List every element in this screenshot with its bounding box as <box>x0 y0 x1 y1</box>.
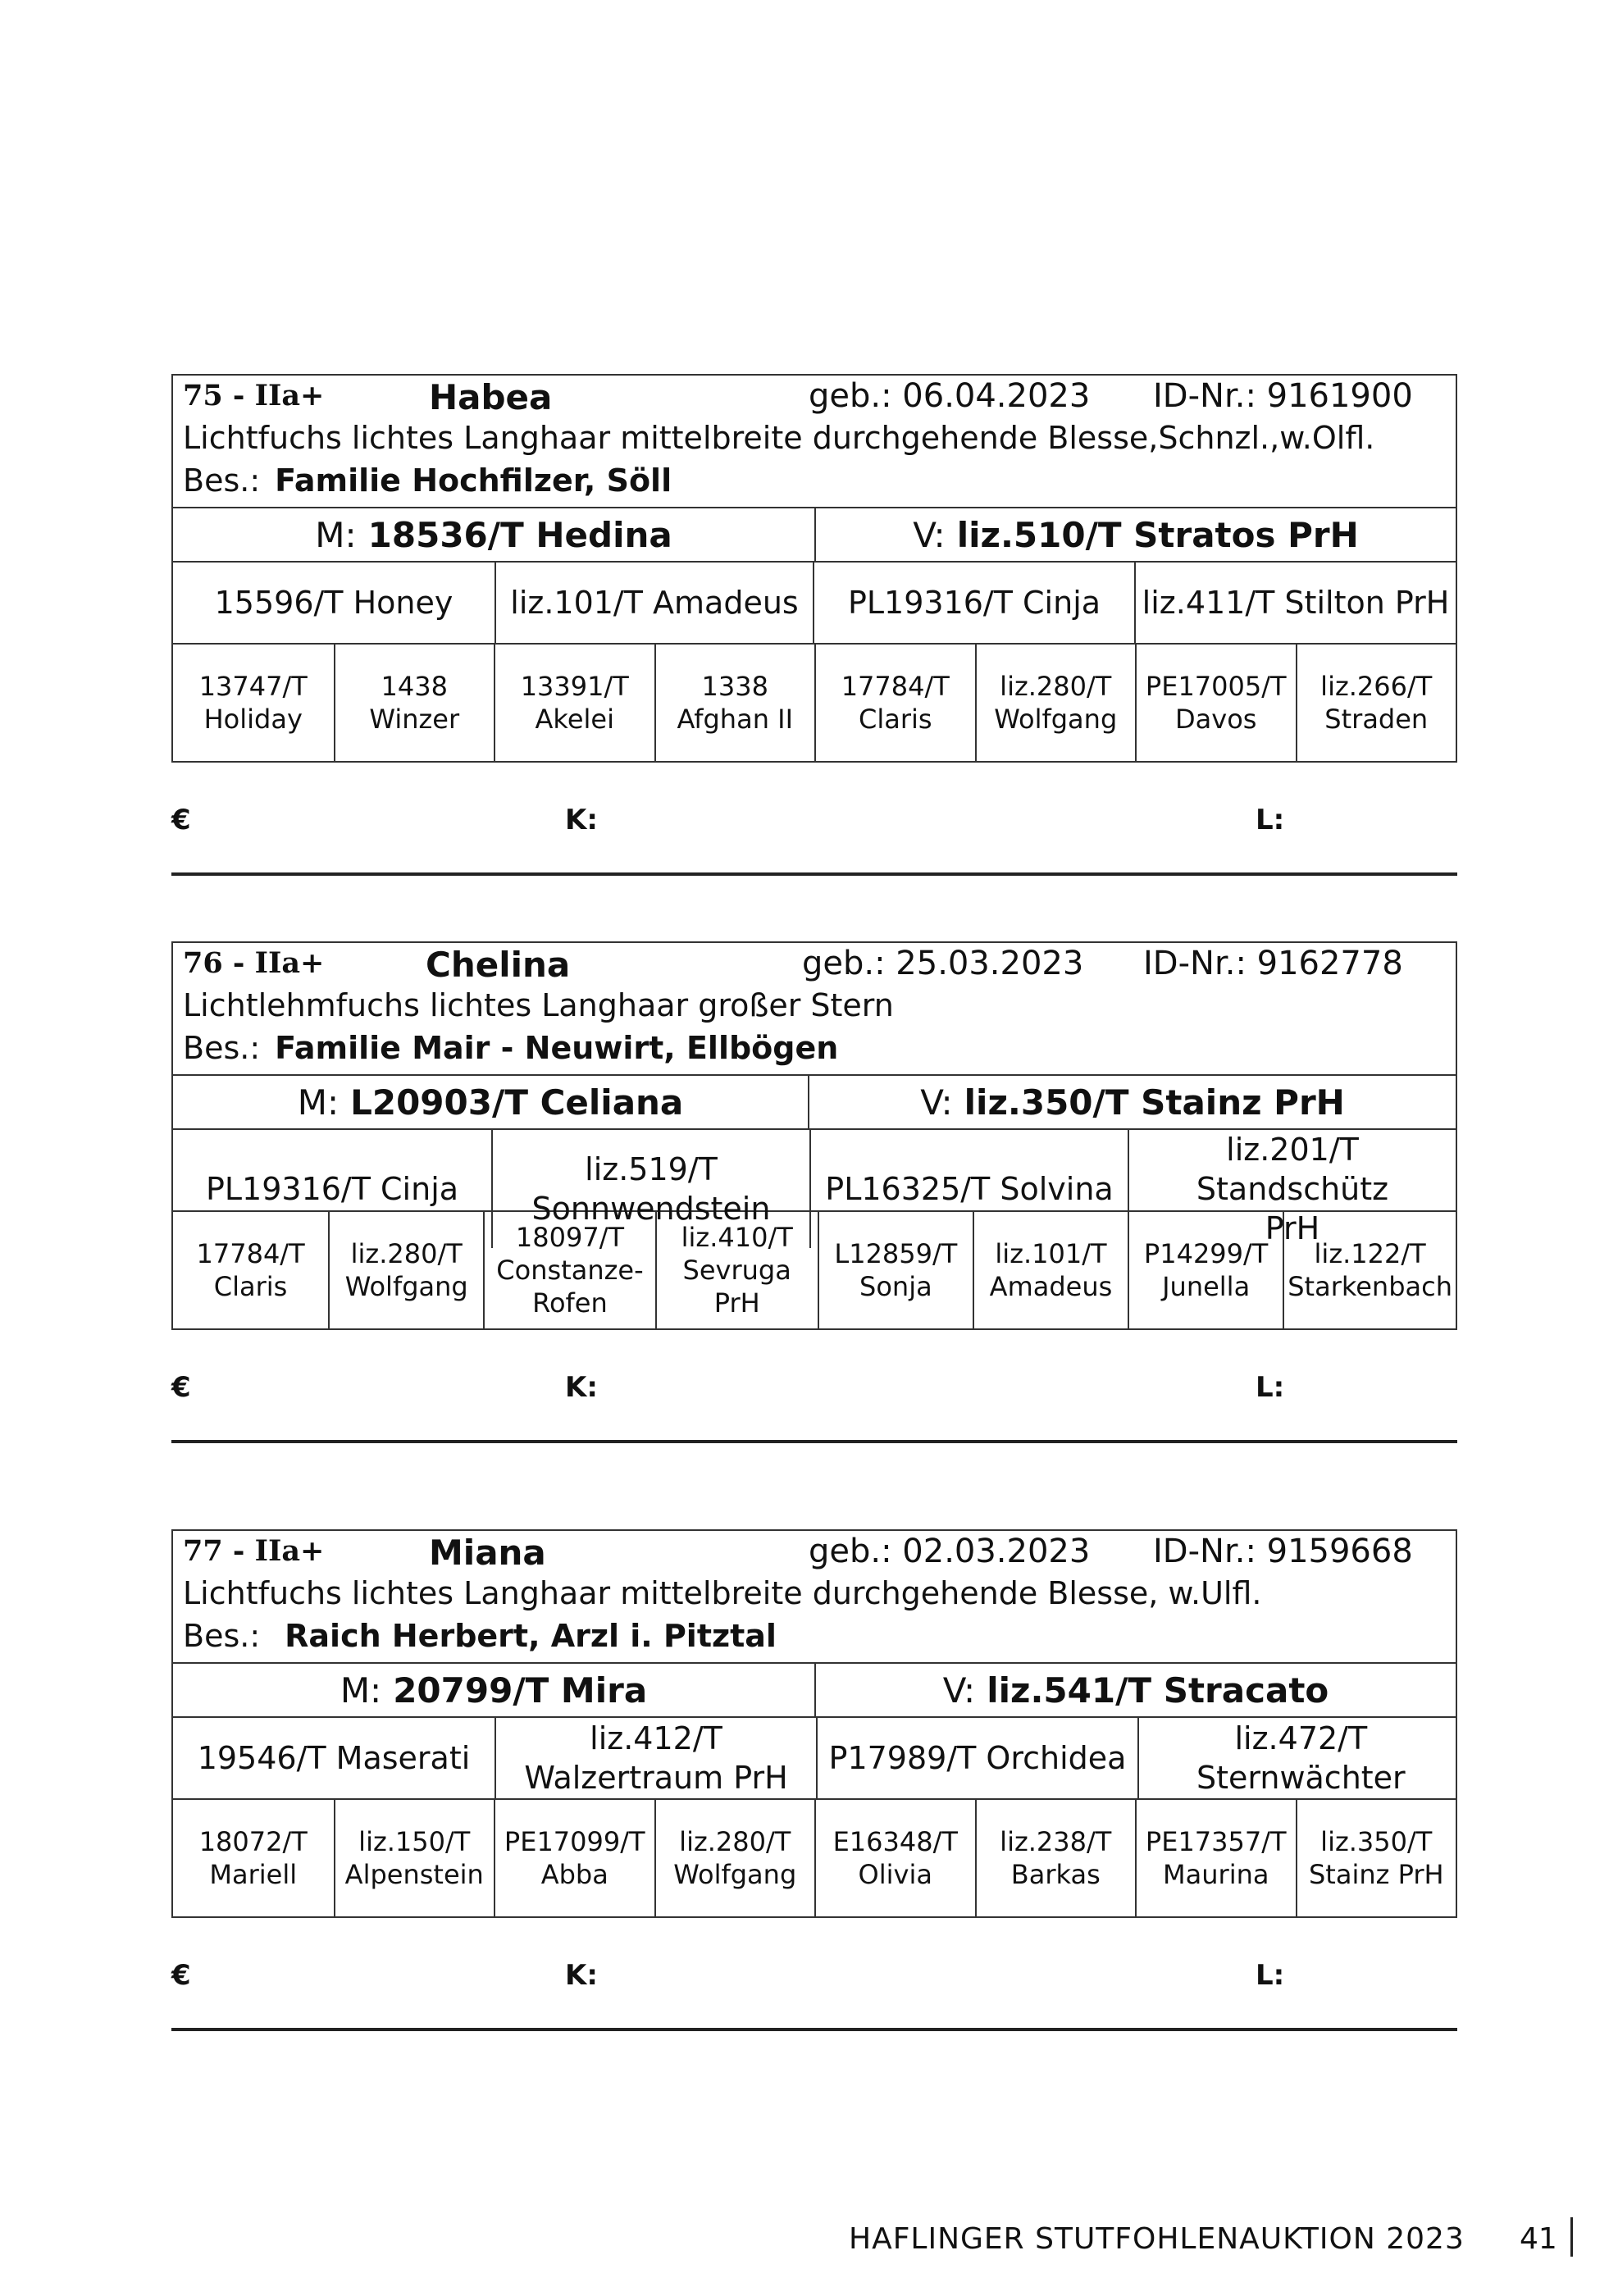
pedigree-table <box>171 1529 1457 1918</box>
father-cell <box>809 1076 1456 1128</box>
mother-name: 18536/T Hedina <box>367 514 672 555</box>
great-grandparent-cell: 18097/T Constanze-Rofen <box>483 1212 654 1328</box>
great-grandparent-cell: PE17005/T Davos <box>1135 645 1296 761</box>
grandparent-cell: liz.201/T Standschütz PrH <box>1128 1130 1456 1248</box>
pedigree-table <box>171 941 1457 1330</box>
great-grandparent-cell: 18072/T Mariell <box>198 1826 308 1890</box>
horse-name: Habea <box>429 377 553 417</box>
father-name: liz.350/T Stainz PrH <box>964 1082 1345 1123</box>
l-label: L: <box>1256 1959 1285 1992</box>
l-label: L: <box>1256 804 1285 836</box>
great-grandparent-cell: E16348/T Olivia <box>814 1800 975 1916</box>
great-grandparent-cell: 17784/T Claris <box>814 645 975 761</box>
k-label: K: <box>565 1959 598 1992</box>
great-grandparent-cell: liz.122/T Starkenbach <box>1283 1212 1456 1328</box>
horse-name: Chelina <box>426 945 571 985</box>
parents-row <box>173 1664 1456 1718</box>
id-number: ID-Nr.: 9162778 <box>1143 945 1403 982</box>
great-grandparent-cell: liz.280/T Wolfgang <box>975 645 1136 761</box>
footer-title: HAFLINGER STUTFOHLENAUKTION 2023 <box>849 2222 1465 2256</box>
bid-line <box>171 763 1457 876</box>
grandparent-cell: 19546/T Maserati <box>197 1740 471 1776</box>
price-label: € <box>171 1371 191 1404</box>
horse-description: Lichtlehmfuchs lichtes Langhaar großer Stern <box>183 987 894 1023</box>
owner-name: Familie Hochfilzer, Söll <box>275 462 672 499</box>
father-prefix: V: <box>942 1670 976 1711</box>
great-grandparents-row <box>173 645 1456 761</box>
price-label: € <box>171 804 191 836</box>
birth-date: geb.: 02.03.2023 <box>809 1533 1091 1570</box>
great-grandparent-cell: P14299/T Junella <box>1128 1212 1283 1328</box>
great-grandparent-cell: 1338 Afghan II <box>654 645 815 761</box>
great-grandparent-cell: PE17357/T Maurina <box>1135 1800 1296 1916</box>
owner-name: Familie Mair - Neuwirt, Ellbögen <box>275 1030 839 1066</box>
horse-name: Miana <box>429 1533 546 1573</box>
father-cell <box>816 508 1456 561</box>
father-name: liz.510/T Stratos PrH <box>956 514 1359 555</box>
id-number: ID-Nr.: 9159668 <box>1153 1533 1413 1570</box>
lot-number: 77 - IIa+ <box>183 1534 325 1568</box>
great-grandparent-cell: 1438 Winzer <box>334 645 495 761</box>
great-grandparent-cell: PE17099/T Abba <box>494 1800 654 1916</box>
grandparent-cell: liz.519/T Sonnwendstein <box>491 1130 809 1248</box>
great-grandparent-cell: L12859/T Sonja <box>818 1212 973 1328</box>
grandparents-row <box>173 1718 1456 1800</box>
horse-description: Lichtfuchs lichtes Langhaar mittelbreite durchgehende Blesse,Schnzl.,w.Olfl. <box>183 420 1375 456</box>
great-grandparent-cell: 13747/T Holiday <box>198 671 308 735</box>
grandparent-cell: PL16325/T Solvina <box>809 1130 1128 1248</box>
mother-prefix: M: <box>315 514 357 555</box>
great-grandparent-cell: 17784/T Claris <box>196 1238 305 1302</box>
mother-prefix: M: <box>340 1670 382 1711</box>
great-grandparent-cell: liz.150/T Alpenstein <box>334 1800 495 1916</box>
father-cell <box>816 1664 1456 1716</box>
birth-date: geb.: 06.04.2023 <box>809 377 1091 415</box>
lot-number: 76 - IIa+ <box>183 946 325 980</box>
pedigree-table <box>171 374 1457 763</box>
lot-card <box>171 941 1457 1443</box>
owner-name: Raich Herbert, Arzl i. Pitztal <box>285 1618 777 1654</box>
owner-line <box>183 462 672 499</box>
parents-row <box>173 1076 1456 1130</box>
bid-line <box>171 1918 1457 2031</box>
owner-label: Bes.: <box>183 462 261 499</box>
owner-label: Bes.: <box>183 1030 261 1066</box>
grandparent-cell: PL19316/T Cinja <box>813 563 1134 643</box>
grandparent-cell: 15596/T Honey <box>214 585 453 621</box>
great-grandparents-row <box>173 1212 1456 1328</box>
birth-date: geb.: 25.03.2023 <box>802 945 1084 982</box>
bid-line <box>171 1330 1457 1443</box>
lot-header <box>173 943 1456 1076</box>
grandparent-cell: liz.412/T Walzertraum PrH <box>495 1718 816 1798</box>
k-label: K: <box>565 1371 598 1404</box>
great-grandparent-cell: 13391/T Akelei <box>494 645 654 761</box>
great-grandparent-cell: liz.266/T Straden <box>1296 645 1456 761</box>
price-label: € <box>171 1959 191 1992</box>
father-prefix: V: <box>913 514 946 555</box>
owner-line <box>183 1030 838 1066</box>
parents-row <box>173 508 1456 563</box>
grandparent-cell: PL19316/T Cinja <box>205 1171 459 1207</box>
grandparent-cell: P17989/T Orchidea <box>816 1718 1137 1798</box>
grandparent-cell: liz.411/T Stilton PrH <box>1134 563 1456 643</box>
owner-label: Bes.: <box>183 1618 261 1654</box>
footer-divider <box>1570 2217 1573 2257</box>
lot-header <box>173 1531 1456 1664</box>
mother-cell <box>173 1076 809 1128</box>
page-number: 41 <box>1520 2222 1557 2256</box>
mother-name: 20799/T Mira <box>393 1670 648 1711</box>
mother-prefix: M: <box>297 1082 340 1123</box>
owner-line <box>183 1618 777 1654</box>
lot-number: 75 - IIa+ <box>183 379 325 412</box>
lot-card <box>171 374 1457 876</box>
great-grandparents-row <box>173 1800 1456 1916</box>
mother-cell <box>173 1664 816 1716</box>
horse-description: Lichtfuchs lichtes Langhaar mittelbreite durchgehende Blesse, w.Ulfl. <box>183 1575 1262 1611</box>
grandparent-cell: liz.472/T Sternwächter <box>1137 1718 1463 1798</box>
father-prefix: V: <box>920 1082 953 1123</box>
lot-card <box>171 1529 1457 2031</box>
father-name: liz.541/T Stracato <box>987 1670 1329 1711</box>
grandparents-row <box>173 563 1456 645</box>
lot-header <box>173 376 1456 508</box>
great-grandparent-cell: liz.280/T Wolfgang <box>328 1212 483 1328</box>
great-grandparent-cell: liz.280/T Wolfgang <box>654 1800 815 1916</box>
great-grandparent-cell: liz.238/T Barkas <box>975 1800 1136 1916</box>
grandparent-cell: liz.101/T Amadeus <box>495 563 813 643</box>
great-grandparent-cell: liz.101/T Amadeus <box>973 1212 1128 1328</box>
great-grandparent-cell: liz.350/T Stainz PrH <box>1296 1800 1456 1916</box>
great-grandparent-cell: liz.410/T Sevruga PrH <box>655 1212 818 1328</box>
k-label: K: <box>565 804 598 836</box>
mother-name: L20903/T Celiana <box>350 1082 684 1123</box>
l-label: L: <box>1256 1371 1285 1404</box>
id-number: ID-Nr.: 9161900 <box>1153 377 1413 415</box>
grandparents-row <box>173 1130 1456 1246</box>
mother-cell <box>173 508 816 561</box>
